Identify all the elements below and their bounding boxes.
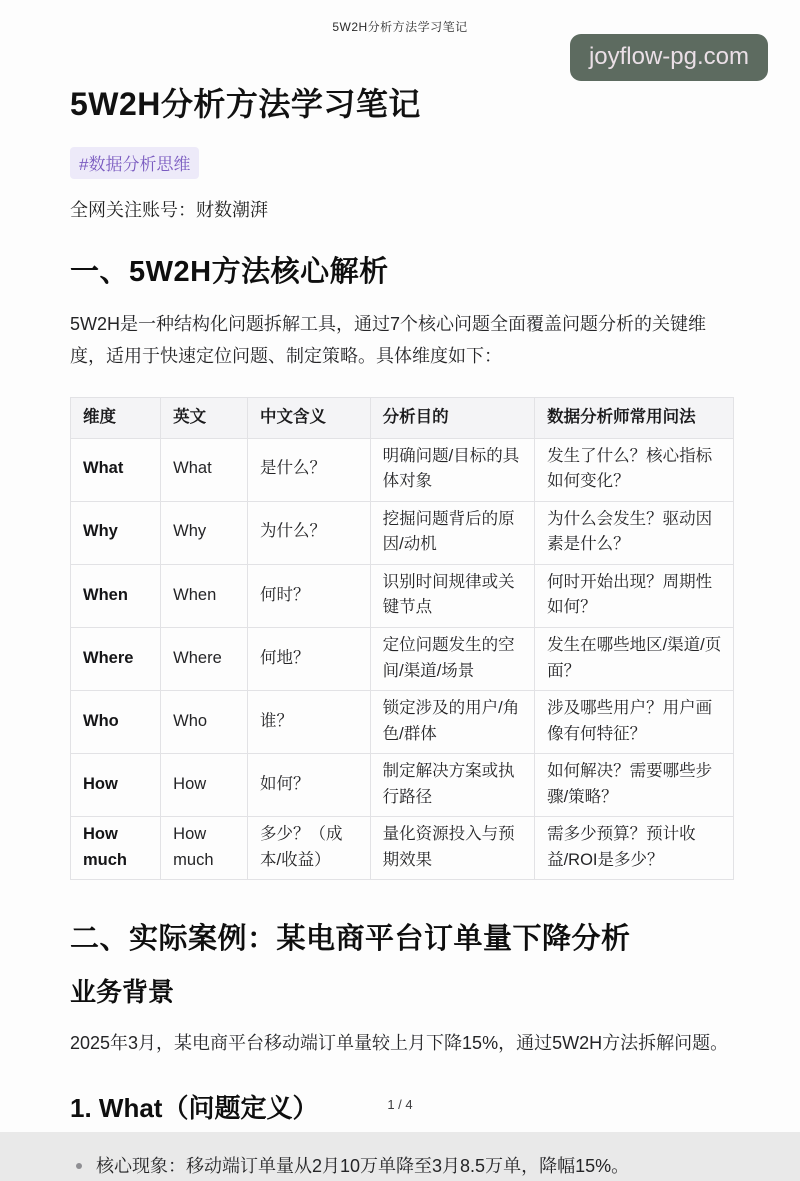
cell-english: Why — [161, 501, 248, 564]
page-number: 1 / 4 — [387, 1097, 413, 1112]
cell-purpose: 定位问题发生的空间/渠道/场景 — [370, 627, 534, 690]
sub-heading-what: 1. What（问题定义） — [70, 1092, 319, 1123]
table-row-how — [71, 754, 734, 817]
cell-questions: 为什么会发生？驱动因素是什么？ — [535, 501, 734, 564]
cell-purpose: 量化资源投入与预期效果 — [370, 817, 534, 880]
table-row-when — [71, 564, 734, 627]
cell-meaning: 何地？ — [248, 627, 371, 690]
cell-meaning: 何时？ — [248, 564, 371, 627]
cell-dimension: Who — [71, 691, 161, 754]
table-row-what — [71, 438, 734, 501]
cell-questions: 发生了什么？核心指标如何变化？ — [535, 438, 734, 501]
col-header-dimension: 维度 — [71, 398, 161, 439]
watermark-badge: joyflow-pg.com — [570, 34, 768, 81]
cell-english: How — [161, 754, 248, 817]
cell-dimension: How — [71, 754, 161, 817]
col-header-purpose: 分析目的 — [370, 398, 534, 439]
cell-purpose: 锁定涉及的用户/角色/群体 — [370, 691, 534, 754]
bullet-icon — [76, 1163, 82, 1169]
list-item — [70, 1152, 734, 1181]
cell-questions: 涉及哪些用户？用户画像有何特征？ — [535, 691, 734, 754]
dimensions-table — [70, 397, 734, 880]
section-1-heading: 一、5W2H方法核心解析 — [70, 256, 389, 288]
cell-dimension: Where — [71, 627, 161, 690]
cell-english: Who — [161, 691, 248, 754]
cell-purpose: 明确问题/目标的具体对象 — [370, 438, 534, 501]
section-2-heading: 二、实际案例：某电商平台订单量下降分析 — [70, 923, 631, 956]
cell-questions: 如何解决？需要哪些步骤/策略？ — [535, 754, 734, 817]
cell-english: How much — [161, 817, 248, 880]
table-header-row — [71, 398, 734, 439]
cell-english: When — [161, 564, 248, 627]
col-header-meaning: 中文含义 — [248, 398, 371, 439]
cell-questions: 需多少预算？预计收益/ROI是多少？ — [535, 817, 734, 880]
cell-purpose: 挖掘问题背后的原因/动机 — [370, 501, 534, 564]
col-header-english: 英文 — [161, 398, 248, 439]
cell-questions: 何时开始出现？周期性如何？ — [535, 564, 734, 627]
section-1-intro: 5W2H是一种结构化问题拆解工具，通过7个核心问题全面覆盖问题分析的关键维度，适用于快速定位问题、制定策略。具体维度如下： — [70, 314, 707, 366]
table-row-how-much — [71, 817, 734, 880]
table-row-why — [71, 501, 734, 564]
cell-questions: 发生在哪些地区/渠道/页面？ — [535, 627, 734, 690]
table-row-who — [71, 691, 734, 754]
cell-dimension: Why — [71, 501, 161, 564]
table-row-where — [71, 627, 734, 690]
list-item-text: 核心现象：移动端订单量从2月10万单降至3月8.5万单，降幅15%。 — [96, 1155, 630, 1176]
cell-purpose: 识别时间规律或关键节点 — [370, 564, 534, 627]
cell-dimension: What — [71, 438, 161, 501]
cell-purpose: 制定解决方案或执行路径 — [370, 754, 534, 817]
cell-meaning: 如何？ — [248, 754, 371, 817]
cell-meaning: 为什么？ — [248, 501, 371, 564]
cell-english: Where — [161, 627, 248, 690]
page-title: 5W2H分析方法学习笔记 — [70, 86, 421, 122]
document-content — [0, 79, 800, 1181]
col-header-questions: 数据分析师常用问法 — [535, 398, 734, 439]
document-header-title: 5W2H分析方法学习笔记 — [332, 20, 468, 34]
follow-account-line: 全网关注账号：财数潮湃 — [70, 200, 268, 220]
cell-english: What — [161, 438, 248, 501]
cell-dimension: When — [71, 564, 161, 627]
cell-meaning: 多少？（成本/收益） — [248, 817, 371, 880]
topic-tag[interactable]: #数据分析思维 — [70, 147, 199, 179]
business-background-text: 2025年3月，某电商平台移动端订单量较上月下降15%，通过5W2H方法拆解问题。 — [70, 1033, 729, 1054]
cell-dimension: How much — [71, 817, 161, 880]
cell-meaning: 是什么？ — [248, 438, 371, 501]
cell-meaning: 谁？ — [248, 691, 371, 754]
sub-heading-business-background: 业务背景 — [70, 977, 175, 1008]
